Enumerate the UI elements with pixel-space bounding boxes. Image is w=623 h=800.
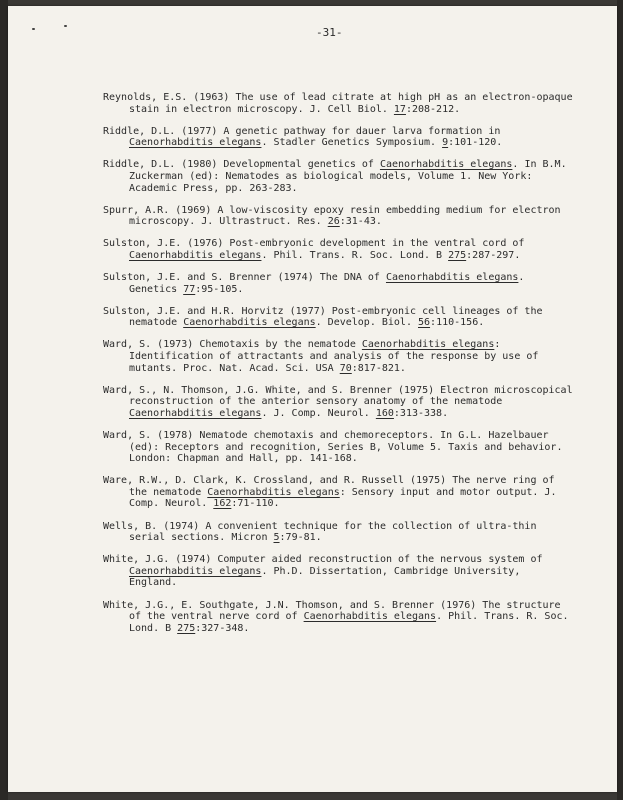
reference-text: . Develop. Biol. (315, 317, 418, 329)
reference-text: . Phil. Trans. R. Soc. Lond. B (261, 249, 449, 261)
reference-text: . Stadler Genetics Symposium. (261, 137, 443, 149)
reference-text: Spurr, A.R. (1969) A low-viscosity epoxy resin embedding medium for electron microscopy. J. Ultrastruct. Res. (103, 204, 567, 228)
reference-text: :110-156. (430, 317, 485, 329)
reference-list (103, 92, 579, 645)
reference-text: . Genetics (129, 272, 531, 295)
underlined-text: Caenorhabditis elegans (129, 407, 262, 419)
reference-text: Ward, S., N. Thomson, J.G. White, and S. Brenner (1975) Electron microscopical reconstruction of the anterior sensory anatomy of the nematode (103, 384, 579, 408)
underlined-text: 162 (213, 498, 232, 510)
reference-text: :79-81. (279, 532, 322, 544)
reference-entry (103, 238, 573, 261)
reference-text: Ward, S. (1973) Chemotaxis by the nematode (103, 339, 362, 351)
reference-text: :95-105. (195, 283, 244, 295)
reference-entry (103, 521, 573, 544)
underlined-text: Caenorhabditis elegans (129, 249, 262, 261)
reference-entry (103, 384, 579, 420)
reference-text: Riddle, D.L. (1980) Developmental genetics of (103, 159, 380, 171)
reference-text: . J. Comp. Neurol. (261, 407, 376, 419)
underlined-text: 56 (418, 317, 431, 329)
reference-text: Ward, S. (1978) Nematode chemotaxis and chemoreceptors. In G.L. Hazelbauer (ed): Receptors and recognition, Series B, Volume 5. Taxis and behavior. London: Chapman and Hall, pp. 141-168. (103, 429, 569, 465)
underlined-text: 26 (327, 216, 340, 228)
reference-text: Reynolds, E.S. (1963) The use of lead citrate at high pH as an electron-opaque stain in electron microscopy. J. Cell Biol. (103, 92, 579, 115)
reference-text: :313-338. (393, 407, 449, 419)
reference-entry (103, 306, 573, 329)
punch-mark (64, 25, 67, 27)
reference-text: :327-348. (195, 622, 250, 634)
reference-entry (103, 205, 573, 228)
reference-entry (103, 554, 573, 589)
reference-text: : Identification of attractants and analysis of the response by use of mutants. Proc. Nat. Acad. Sci. USA (129, 339, 545, 374)
reference-text: :101-120. (448, 137, 503, 149)
underlined-text: 17 (393, 103, 406, 115)
reference-entry (103, 339, 573, 374)
underlined-text: Caenorhabditis elegans (129, 565, 262, 577)
reference-text: Sulston, J.E. and H.R. Horvitz (1977) Post-embryonic cell lineages of the nematode (103, 305, 549, 329)
underlined-text: Caenorhabditis elegans (379, 159, 513, 171)
scan-right-edge (617, 0, 623, 800)
reference-entry (103, 475, 573, 510)
reference-text: : Sensory input and motor output. J. Comp. Neurol. (129, 486, 563, 510)
underlined-text: 160 (375, 407, 394, 419)
underlined-text: 70 (339, 362, 352, 374)
document-page (8, 6, 617, 792)
reference-text: :208-212. (405, 103, 461, 115)
underlined-text: Caenorhabditis elegans (385, 272, 519, 284)
reference-text: . In B.M. Zuckerman (ed): Nematodes as biological models, Volume 1. New York: Academic Press, pp. 263-283. (129, 159, 573, 194)
underlined-text: Caenorhabditis elegans (361, 339, 495, 351)
reference-entry (103, 272, 573, 295)
underlined-text: Caenorhabditis elegans (207, 486, 340, 498)
underlined-text: 275 (448, 249, 467, 261)
reference-text: . Phil. Trans. R. Soc. Lond. B (129, 611, 575, 634)
reference-text: :287-297. (466, 249, 521, 261)
reference-entry (103, 430, 573, 465)
punch-mark (32, 28, 35, 30)
reference-text: Ware, R.W., D. Clark, K. Crossland, and R. Russell (1975) The nerve ring of the nematode (103, 475, 561, 498)
scan-left-edge (0, 0, 8, 800)
reference-entry (103, 92, 579, 115)
underlined-text: 77 (183, 283, 196, 295)
reference-entry (103, 600, 573, 635)
reference-entry (103, 159, 573, 194)
reference-text: Wells, B. (1974) A convenient technique for the collection of ultra-thin serial sections. Micron (103, 520, 543, 544)
underlined-text: 5 (273, 532, 280, 544)
page-number: -31- (316, 26, 343, 39)
underlined-text: Caenorhabditis elegans (303, 611, 437, 623)
reference-text: :817-821. (351, 362, 406, 374)
underlined-text: 9 (442, 137, 449, 149)
reference-text: Sulston, J.E. and S. Brenner (1974) The DNA of (103, 272, 386, 284)
reference-text: Riddle, D.L. (1977) A genetic pathway for dauer larva formation in (103, 125, 507, 137)
reference-text: White, J.G. (1974) Computer aided reconstruction of the nervous system of (103, 554, 549, 566)
reference-text: :31-43. (339, 216, 382, 228)
reference-text: White, J.G., E. Southgate, J.N. Thomson, and S. Brenner (1976) The structure of the ventral nerve cord of (103, 599, 567, 623)
underlined-text: 275 (177, 622, 196, 634)
underlined-text: Caenorhabditis elegans (129, 137, 262, 149)
reference-text: Sulston, J.E. (1976) Post-embryonic development in the ventral cord of (103, 238, 531, 250)
reference-text: :71-110. (231, 498, 280, 510)
underlined-text: Caenorhabditis elegans (183, 317, 316, 329)
reference-text: . Ph.D. Dissertation, Cambridge University, England. (129, 565, 527, 589)
reference-entry (103, 126, 573, 149)
